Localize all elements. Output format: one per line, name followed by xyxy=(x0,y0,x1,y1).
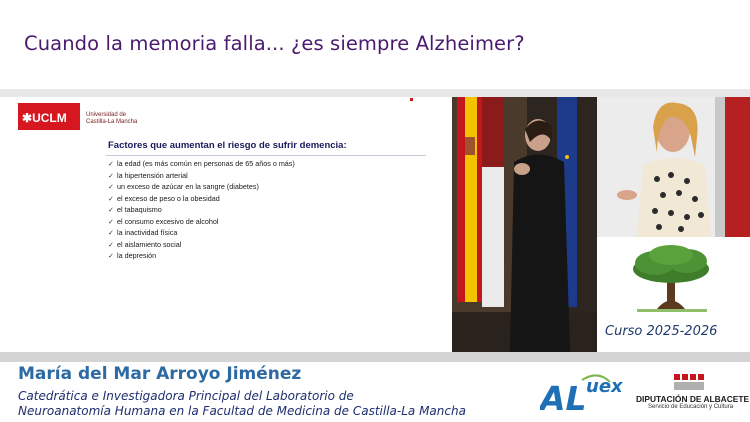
aluex-sub-text: uex xyxy=(586,376,623,397)
check-icon: ✓ xyxy=(108,184,114,191)
university-name xyxy=(86,112,196,126)
risk-factor-item xyxy=(108,205,295,217)
slide-marker xyxy=(410,98,413,101)
uclm-logo-text xyxy=(22,111,67,125)
check-icon: ✓ xyxy=(108,172,114,180)
logo-label: UCLM xyxy=(32,111,67,125)
aluex-main-text: AL xyxy=(540,379,587,416)
page-title: Cuando la memoria falla... ¿es siempre Alzheimer? xyxy=(24,32,525,55)
speaker-role-line-2: Neuroanatomía Humana en la Facultad de Medicina de Castilla-La Mancha xyxy=(18,404,466,418)
tree-icon xyxy=(597,237,750,317)
risk-factor-text: el aislamiento social xyxy=(117,239,182,249)
risk-factor-text: el exceso de peso o la obesidad xyxy=(117,193,220,203)
speaker-scene xyxy=(597,97,750,237)
heading-underline xyxy=(106,155,426,156)
check-icon: ✓ xyxy=(108,241,114,249)
risk-factor-item xyxy=(108,171,295,183)
speaker-name: María del Mar Arroyo Jiménez xyxy=(18,364,302,384)
diputacion-subtitle: Servicio de Educación y Cultura xyxy=(648,404,734,410)
speaker-role-line-1: Catedrática e Investigadora Principal del Laboratorio de xyxy=(18,389,354,403)
risk-factor-text: un exceso de azúcar en la sangre (diabetes) xyxy=(117,182,259,191)
aluex-logo xyxy=(540,372,632,416)
interpreter-video xyxy=(452,97,599,352)
risk-factor-item xyxy=(108,159,295,171)
university-line-2: Castilla-La Mancha xyxy=(86,119,138,125)
bottom-divider xyxy=(0,352,750,362)
risk-factor-text: la edad (es más común en personas de 65 años o más) xyxy=(117,159,295,168)
speaker-body xyxy=(637,158,711,237)
slide-heading: Factores que aumentan el riesgo de sufrir demencia: xyxy=(108,140,347,151)
interpreter-body xyxy=(510,155,570,353)
check-icon: ✓ xyxy=(108,195,114,203)
risk-factor-text: el tabaquismo xyxy=(117,205,162,214)
diputacion-name: DIPUTACIÓN DE ALBACETE xyxy=(636,394,750,404)
logo-star-icon: ✱ xyxy=(22,111,33,125)
top-divider xyxy=(0,89,750,97)
risk-factor-text: la hipertensión arterial xyxy=(117,170,188,180)
risk-factor-item xyxy=(108,217,295,229)
speaker-video xyxy=(597,97,750,237)
check-icon: ✓ xyxy=(108,218,114,226)
risk-factor-item xyxy=(108,194,295,206)
check-icon: ✓ xyxy=(108,161,114,168)
risk-factor-text: el consumo excesivo de alcohol xyxy=(117,216,219,226)
check-icon: ✓ xyxy=(108,253,114,260)
risk-factor-item xyxy=(108,228,295,240)
course-label: Curso 2025-2026 xyxy=(605,324,718,339)
risk-factor-text: la depresión xyxy=(117,251,157,260)
risk-factor-list xyxy=(108,159,295,263)
risk-factor-text: la inactividad física xyxy=(117,228,178,237)
check-icon: ✓ xyxy=(108,230,114,237)
risk-factor-item xyxy=(108,251,295,263)
interpreter-scene xyxy=(452,97,599,352)
risk-factor-item xyxy=(108,240,295,252)
check-icon: ✓ xyxy=(108,207,114,214)
university-line-1: Universidad de xyxy=(86,112,127,118)
risk-factor-item xyxy=(108,182,295,194)
